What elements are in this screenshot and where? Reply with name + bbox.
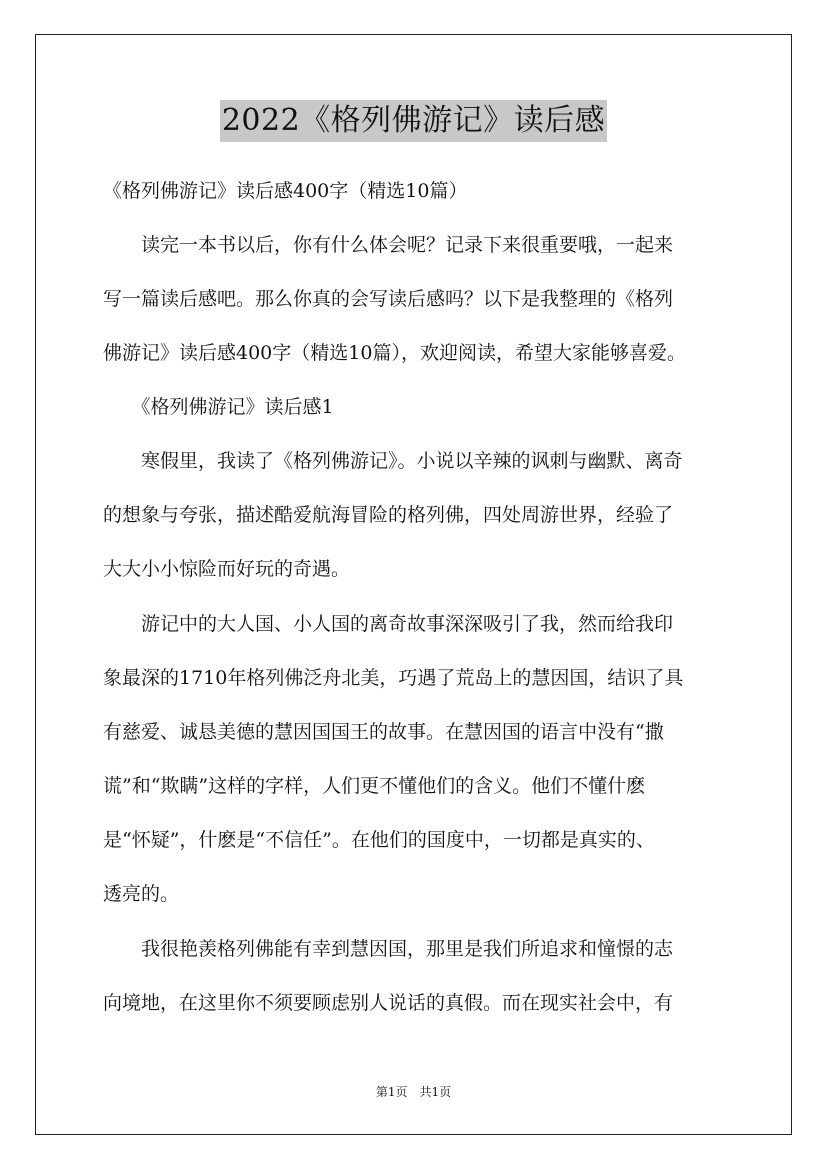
document-subtitle-block <box>103 164 743 218</box>
paragraph-envy <box>103 922 743 1030</box>
text-line: 的想象与夸张，描述酷爱航海冒险的格列佛，四处周游世界，经验了 <box>103 504 674 526</box>
text-line: 读完一本书以后，你有什么体会呢？记录下来很重要哦，一起来 <box>103 234 674 256</box>
text-line: 谎”和“欺瞒”这样的字样，人们更不懂他们的含义。他们不懂什麽 <box>103 775 646 797</box>
title-area <box>0 100 827 142</box>
text-line: 写一篇读后感吧。那么你真的会写读后感吗？以下是我整理的《格列 <box>103 288 674 310</box>
page-number: 第1页 共1页 <box>375 1085 452 1099</box>
text-line: 我很艳羡格列佛能有幸到慧因国，那里是我们所追求和憧憬的志 <box>103 938 674 960</box>
section-heading-block <box>103 380 743 434</box>
paragraph-houyhnhnm <box>103 597 743 921</box>
text-line: 向境地，在这里你不须要顾虑别人说话的真假。而在现实社会中，有 <box>103 992 674 1014</box>
text-line: 游记中的大人国、小人国的离奇故事深深吸引了我，然而给我印 <box>103 613 674 635</box>
section-heading: 《格列佛游记》读后感1 <box>103 396 334 418</box>
text-line: 有慈爱、诚恳美德的慧因国国王的故事。在慧因国的语言中没有“撒 <box>103 721 664 743</box>
text-line: 是“怀疑”，什麽是“不信任”。在他们的国度中，一切都是真实的、 <box>103 829 655 851</box>
paragraph-intro <box>103 218 743 380</box>
text-line: 佛游记》读后感400字（精选10篇），欢迎阅读，希望大家能够喜爱。 <box>103 342 686 364</box>
text-line: 象最深的1710年格列佛泛舟北美，巧遇了荒岛上的慧因国，结识了具 <box>103 667 684 689</box>
document-subtitle: 《格列佛游记》读后感400字（精选10篇） <box>103 180 468 202</box>
page-footer <box>0 1084 827 1100</box>
paragraph-winter <box>103 434 743 596</box>
text-line: 透亮的。 <box>103 883 180 905</box>
text-line: 大大小小惊险而好玩的奇遇。 <box>103 558 351 580</box>
document-title: 2022《格列佛游记》读后感 <box>220 100 607 142</box>
text-line: 寒假里，我读了《格列佛游记》。小说以辛辣的讽刺与幽默、离奇 <box>103 450 683 472</box>
